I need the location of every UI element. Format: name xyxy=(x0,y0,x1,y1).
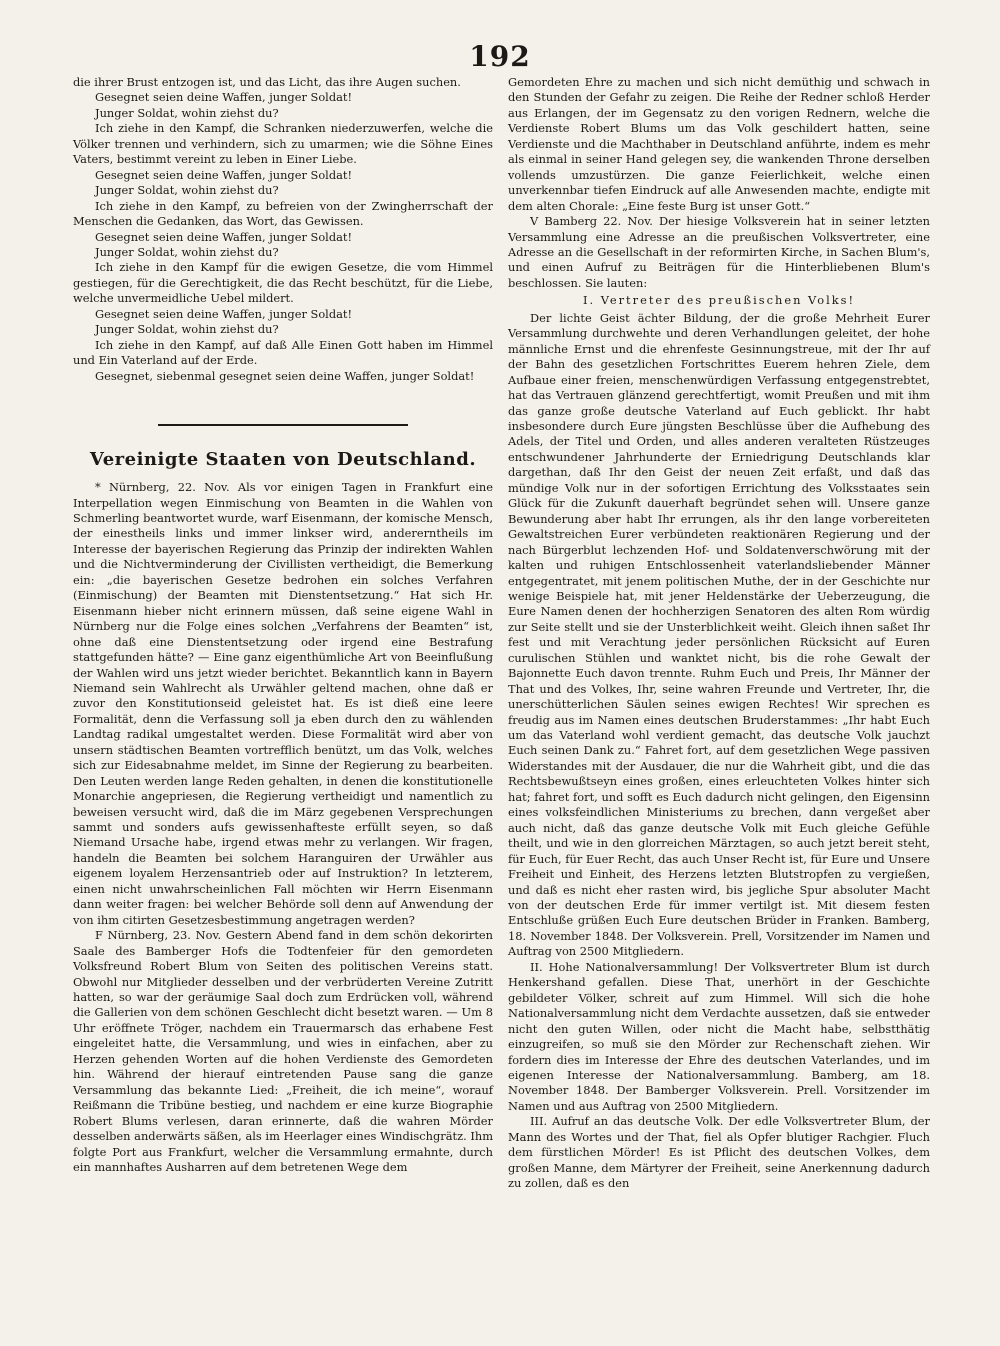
left-column xyxy=(73,75,493,1175)
poem-line: Junger Soldat, wohin ziehst du? xyxy=(95,105,279,120)
poem-line: Ich ziehe in den Kampf, die Schranken niederzuwerfen, welche die Völker trennen und verhindern, sich zu umarmen; wie die Söhne Eines Vaters, bestimmt vereint zu leben in Einer Liebe. xyxy=(73,121,493,167)
right-column xyxy=(508,75,930,1192)
poem-line: Gesegnet seien deine Waffen, junger Soldat! xyxy=(95,90,353,105)
section-divider xyxy=(158,424,408,426)
poem-line: Junger Soldat, wohin ziehst du? xyxy=(95,183,279,198)
article-continuation: Gemordeten Ehre zu machen und sich nicht demüthig und schwach in den Stunden der Gefahr zu zeigen. Die Reihe der Redner schloß Herder aus Erlangen, der im Gegensatz zu den vorigen Rednern, welche die Verdienste Robert Blums um das Volk geschildert hatten, seine Verdienste und die Machthaber in Deutschland anführte, indem es mehr als einmal in seiner Hand gelegen sey, die wankenden Throne derselben vollends umzustürzen. Die ganze Feierlichkeit, welche einen unverkennbar tiefen Eindruck auf alle Anwesenden machte, endigte mit dem alten Chorale: „Eine feste Burg ist unser Gott.“ xyxy=(508,75,930,213)
poem-line: Junger Soldat, wohin ziehst du? xyxy=(95,322,279,337)
poem-line: die ihrer Brust entzogen ist, und das Licht, das ihre Augen suchen. xyxy=(73,75,461,89)
poem-line: Ich ziehe in den Kampf, auf daß Alle Einen Gott haben im Himmel und Ein Vaterland auf der Erde. xyxy=(73,337,493,368)
poem-line: Gesegnet seien deine Waffen, junger Soldat! xyxy=(95,229,353,244)
article-nuernberg-22-nov: * Nürnberg, 22. Nov. Als vor einigen Tagen in Frankfurt eine Interpellation wegen Einmischung von Beamten in die Wahlen von Schmerling beantwortet wurde, warf Eisenmann, der komische Mensch, der einestheils links und immer linkser wird, andererntheils im Interesse der bayerischen Regierung das Prinzip der indirekten Wahlen und die Nichtverminderung der Civillisten vertheidigt, die Bemerkung ein: „die bayerischen Gesetze bedrohen ein solches Verfahren (Einmischung) der Beamten mit Dienstentsetzung.“ Hat sich Hr. Eisenmann hieber nicht erinnern müssen, daß seine eigene Wahl in Nürnberg nur die Folge eines solchen „Verfahrens der Beamten“ ist, ohne daß eine Dienstentsetzung oder irgend eine Bestrafung stattgefunden hätte? — Eine ganz eigenthümliche Art von Beeinflußung der Wahlen wird uns jetzt wieder berichtet. Bekanntlich kann in Bayern Niemand sein Wahlrecht als Urwähler geltend machen, ohne daß er zuvor den Konstitutionseid geleistet hat. Es ist dieß eine leere Formalität, denn die Verfassung soll ja eben durch den zu wählenden Landtag radikal umgestaltet werden. Diese Formalität wird aber von unsern städtischen Beamten vortrefflich benützt, um das Volk, welches sich zur Eidesabnahme meldet, im Sinne der Regierung zu bearbeiten. Den Leuten werden lange Reden gehalten, in denen die konstitutionelle Monarchie angepriesen, die Regierung vertheidigt und namentlich zu beweisen versucht wird, daß die im März gegebenen Versprechungen sammt und sonders aufs gewissenhafteste erfüllt seyen, so daß Niemand Ursache habe, irgend etwas mehr zu verlangen. Wir fragen, handeln die Beamten bei solchem Haranguiren der Urwähler aus eigenem loyalem Herzensantrieb oder auf Instruktion? In letzterem, einen nicht unwahrscheinlichen Fall möchten wir Herrn Eisenmann dann weiter fragen: bei welcher Behörde soll denn auf Anwendung der von ihm citirten Gesetzesbestimmung angetragen werden? xyxy=(73,480,493,927)
poem-line: Gesegnet seien deine Waffen, junger Soldat! xyxy=(95,306,353,321)
poem-line: Junger Soldat, wohin ziehst du? xyxy=(95,244,279,259)
poem-line: Gesegnet seien deine Waffen, junger Soldat! xyxy=(95,167,353,182)
appeal-to-german-people: III. Aufruf an das deutsche Volk. Der edle Volksvertreter Blum, der Mann des Wortes und der That, fiel als Opfer blutiger Rachgier. Fluch dem fürstlichen Mörder! Es ist Pflicht des deutschen Volkes, dem großen Manne, dem Märtyrer der Freiheit, seine Anerkennung dadurch zu zollen, daß es den xyxy=(508,1114,930,1191)
article-bamberg-22-nov: V Bamberg 22. Nov. Der hiesige Volksverein hat in seiner letzten Versammlung eine Adresse an die preußischen Volksvertreter, eine Adresse an die Gesellschaft in der reformirten Kirche, in Sachen Blum's, und einen Aufruf zu Beiträgen für die Hinterbliebenen Blum's beschlossen. Sie lauten: xyxy=(508,214,930,290)
poem xyxy=(73,75,493,384)
poem-line: Gesegnet, siebenmal gesegnet seien deine Waffen, junger Soldat! xyxy=(95,368,475,383)
address-to-prussian-deputies: Der lichte Geist ächter Bildung, der die große Mehrheit Eurer Versammlung durchwehte und deren Verhandlungen geleitet, der hohe männliche Ernst und die ehrenfeste Gesinnungstreue, mit der Ihr auf der Bahn des gesetzlichen Fortschrittes Euerem hehren Ziele, dem Aufbaue einer freien, menschenwürdigen Verfassung entgegenstrebtet, hat das Vertrauen glänzend gerechtfertigt, womit Preußen und mit ihm das ganze große deutsche Vaterland auf Euch geblickt. Ihr habt insbesondere durch Eure jüngsten Beschlüsse über die Aufhebung des Adels, der Titel und Orden, und alles anderen veralteten Rüstzeuges entschwundener Jahrhunderte der Erniedrigung Deutschlands klar dargethan, daß Ihr den Geist der neuen Zeit erfaßt, und daß das mündige Volk nur in der sofortigen Errichtung des Volksstaates sein Glück für die Zukunft dauerhaft begründet sehen will. Unsere ganze Bewunderung aber habt Ihr errungen, als ihr den lange vorbereiteten Gewaltstreichen Eurer verbündeten reaktionären Regierung und der nach Bürgerblut lechzenden Hof- und Soldatenverschwörung mit der kalten und ruhigen Entschlossenheit vaterlandsliebender Männer entgegentratet, mit jenem politischen Muthe, der in der Geschichte nur wenige Beispiele hat, mit jener Heldenstärke der Ueberzeugung, die Eure Namen denen der hochherzigen Senatoren des alten Rom würdig zur Seite stellt und sie der Unsterblichkeit weiht. Gleich ihnen saßet Ihr fest und mit Verachtung jeder persönlichen Rücksicht auf Euren curulischen Stühlen und wanktet nicht, bis die rohe Gewalt der Bajonnette Euch davon trennte. Ruhm Euch und Preis, Ihr Männer der That und des Volkes, Ihr, seine wahren Freunde und Vertreter, Ihr, die unerschütterlichen Säulen seines ewigen Rechtes! Wir sprechen es freudig aus im Namen eines deutschen Bruderstammes: „Ihr habt Euch um das Vaterland wohl verdient gemacht, das deutsche Volk jauchzt Euch seinen Dank zu.“ Fahret fort, auf dem gesetzlichen Wege passiven Widerstandes mit der Ausdauer, die nur die Wahrheit gibt, und die das Rechtsbewußtseyn eines großen, eines erleuchteten Volkes hinter sich hat; fahret fort, und sofft es Euch dadurch nicht gelingen, den Eigensinn eines volksfeindlichen Ministeriums zu brechen, dann vergeßet aber auch nicht, daß das ganze deutsche Volk mit Euch gleiche Gefühle theilt, und wie in den glorreichen Märztagen, so auch jetzt bereit steht, für Euch, für Euer Recht, das auch Unser Recht ist, für Eure und Unsere Freiheit und Einheit, des Herzens letzten Blutstropfen zu vergießen, und daß es nicht eher rasten wird, bis jegliche Spur absoluter Macht von der deutschen Erde für immer vertilgt ist. Mit diesem festen Entschluße grüßen Euch Eure deutschen Brüder in Franken. Bamberg, 18. November 1848. Der Volksverein. Prell, Vorsitzender im Namen und Auftrag von 2500 Mitgliedern. xyxy=(508,310,930,959)
address-to-national-assembly: II. Hohe Nationalversammlung! Der Volksvertreter Blum ist durch Henkershand gefallen. Diese That, unerhört in der Geschichte gebildeter Völker, schreit auf zum Himmel. Will sich die hohe Nationalversammlung nicht dem Verdachte aussetzen, daß sie entweder nicht den guten Willen, oder nicht die Macht habe, selbstthätig einzugreifen, so muß sie den Mörder zur Rechenschaft ziehen. Wir fordern dies im Interesse der Ehre des deutschen Vaterlandes, und im eigenen Interesse der Nationalversammlung. Bamberg, am 18. November 1848. Der Bamberger Volksverein. Prell. Vorsitzender im Namen und aus Auftrag von 2500 Mitgliedern. xyxy=(508,959,930,1113)
page-number: 192 xyxy=(469,40,531,73)
address-heading: I. Vertreter des preußischen Volks! xyxy=(582,293,856,308)
section-heading: Vereinigte Staaten von Deutschland. xyxy=(89,449,477,471)
poem-line: Ich ziehe in den Kampf für die ewigen Gesetze, die vom Himmel gestiegen, für die Gerechtigkeit, die das Recht beschützt, für die Liebe, welche unvermeidliche Uebel mildert. xyxy=(73,260,493,306)
article-nuernberg-23-nov: F Nürnberg, 23. Nov. Gestern Abend fand in dem schön dekorirten Saale des Bamberger Hofs die Todtenfeier für den gemordeten Volksfreund Robert Blum von Seiten des politischen Vereins statt. Obwohl nur Mitglieder desselben und der verbrüderten Vereine Zutritt hatten, so war der geräumige Saal doch zum Erdrücken voll, während die Gallerien von dem schönen Geschlecht dicht besetzt waren. — Um 8 Uhr eröffnete Tröger, nachdem ein Trauermarsch das erhabene Fest eingeleitet hatte, die Versammlung, und wies in einfachen, aber zu Herzen gehenden Worten auf die hohen Verdienste des Gemordeten hin. Während der hierauf eintretenden Pause sang die ganze Versammlung das bekannte Lied: „Freiheit, die ich meine“, worauf Reißmann die Tribüne bestieg, und nachdem er eine kurze Biographie Robert Blums verlesen, daran erinnerte, daß die wahren Mörder desselben anderwärts säßen, als im Heerlager eines Windischgrätz. Ihm folgte Port aus Frankfurt, welcher die Versammlung ermahnte, durch ein mannhaftes Ausharren auf dem betretenen Wege dem xyxy=(73,928,493,1174)
poem-line: Ich ziehe in den Kampf, zu befreien von der Zwingherrschaft der Menschen die Gedanken, das Wort, das Gewissen. xyxy=(73,198,493,229)
